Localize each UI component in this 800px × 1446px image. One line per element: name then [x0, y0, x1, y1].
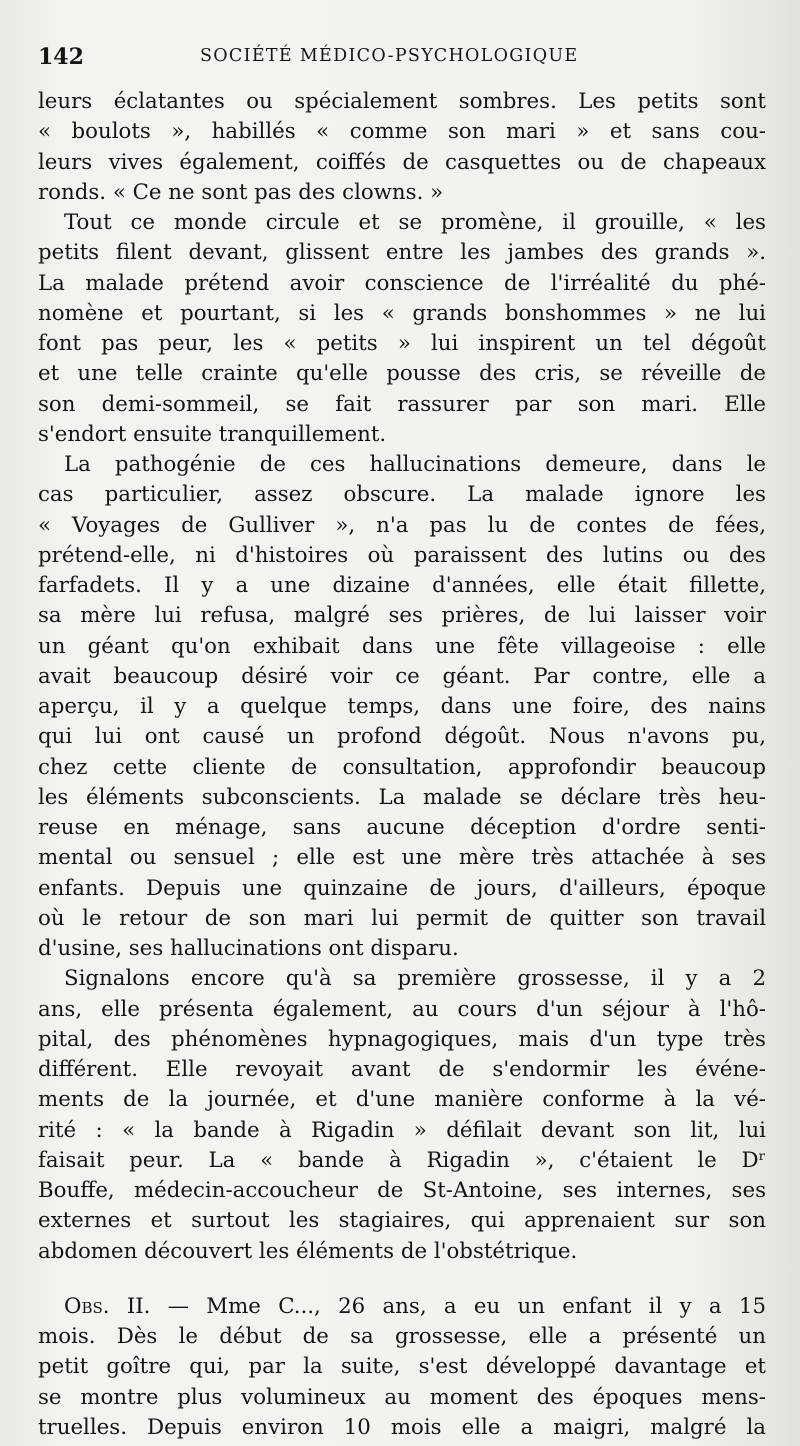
text-line: mental ou sensuel ; elle est une mère très attachée à ses [38, 845, 766, 871]
text-line: petits filent devant, glissent entre les jambes des grands ». [38, 240, 766, 266]
page-number: 142 [38, 44, 84, 70]
text-line: truelles. Depuis environ 10 mois elle a maigri, malgré la [38, 1414, 766, 1440]
text-line: nomène et pourtant, si les « grands bonshommes » ne lui [38, 300, 766, 326]
text-line: qui lui ont causé un profond dégoût. Nous n'avons pu, [38, 724, 766, 750]
journal-title: SOCIÉTÉ MÉDICO-PSYCHOLOGIQUE [200, 46, 579, 66]
text-line: différent. Elle revoyait avant de s'endormir les événe- [38, 1057, 766, 1082]
text-line: farfadets. Il y a une dizaine d'années, elle était fillette, [38, 573, 766, 598]
text-line: son demi-sommeil, se fait rassurer par son mari. Elle [38, 391, 766, 417]
obs-first-line-text: — Mme C..., 26 ans, a eu un enfant il y a 15 [150, 1293, 766, 1319]
text-line: rité : « la bande à Rigadin » défilait devant son lit, lui [38, 1117, 766, 1143]
text-line: Signalons encore qu'à sa première grossesse, il y a 2 [64, 966, 766, 992]
text-line: faisait peur. La « bande à Rigadin », c'étaient le Dʳ [38, 1147, 766, 1173]
text-line: ans, elle présenta également, au cours d'un séjour à l'hô- [38, 996, 766, 1022]
text-line: « boulots », habillés « comme son mari » et sans cou- [38, 119, 766, 145]
text-line: leurs vives également, coiffés de casquettes ou de chapeaux [38, 149, 766, 175]
body-text [38, 87, 766, 1443]
text-line: cas particulier, assez obscure. La malade ignore les [38, 482, 766, 508]
text-line: La pathogénie de ces hallucinations demeure, dans le [64, 452, 766, 477]
text-line: reuse en ménage, sans aucune déception d'ordre senti- [38, 815, 766, 840]
obs-heading-line [38, 1292, 766, 1322]
text-line: leurs éclatantes ou spécialement sombres. Les petits sont [38, 89, 766, 114]
text-line: et une telle crainte qu'elle pousse des cris, se réveille de [38, 361, 766, 387]
text-line: d'usine, ses hallucinations ont disparu. [38, 936, 459, 961]
text-line: les éléments subconscients. La malade se déclare très heu- [38, 784, 766, 810]
text-line: aperçu, il y a quelque temps, dans une foire, des nains [38, 694, 766, 719]
text-line: s'endort ensuite tranquillement. [38, 421, 387, 447]
text-line: ments de la journée, et d'une manière conforme à la vé- [38, 1087, 766, 1113]
text-line: avait beaucoup désiré voir ce géant. Par contre, elle a [38, 663, 766, 689]
text-line: abdomen découvert les éléments de l'obstétrique. [38, 1238, 578, 1264]
text-line: « Voyages de Gulliver », n'a pas lu de contes de fées, [38, 512, 766, 538]
text-line: externes et surtout les stagiaires, qui apprenaient sur son [38, 1208, 766, 1234]
text-line: se montre plus volumineux au moment des époques mens- [38, 1384, 766, 1410]
section-gap [38, 1267, 766, 1292]
text-line: ronds. « Ce ne sont pas des clowns. » [38, 179, 444, 205]
text-line: font pas peur, les « petits » lui inspirent un tel dégoût [38, 331, 766, 356]
text-line: Tout ce monde circule et se promène, il grouille, « les [64, 210, 766, 235]
text-line: enfants. Depuis une quinzaine de jours, d'ailleurs, époque [38, 875, 766, 901]
text-line: sa mère lui refusa, malgré ses prières, de lui laisser voir [38, 603, 766, 629]
text-line: chez cette cliente de consultation, approfondir beaucoup [38, 754, 766, 780]
text-line: La malade prétend avoir conscience de l'irréalité du phé- [38, 270, 766, 296]
text-line: pital, des phénomènes hypnagogiques, mais d'un type très [38, 1026, 766, 1052]
text-line: prétend-elle, ni d'histoires où paraissent des lutins ou des [38, 542, 766, 568]
text-line: Bouffe, médecin-accoucheur de St-Antoine, ses internes, ses [38, 1178, 766, 1203]
text-line: où le retour de son mari lui permit de quitter son travail [38, 905, 766, 931]
text-line: petit goître qui, par la suite, s'est développé davantage et [38, 1354, 766, 1380]
running-head [38, 40, 768, 80]
text-line: mois. Dès le début de sa grossesse, elle a présenté un [38, 1324, 766, 1349]
obs-label: Obs. II. [64, 1293, 151, 1319]
text-line: un géant qu'on exhibait dans une fête villageoise : elle [38, 633, 766, 659]
